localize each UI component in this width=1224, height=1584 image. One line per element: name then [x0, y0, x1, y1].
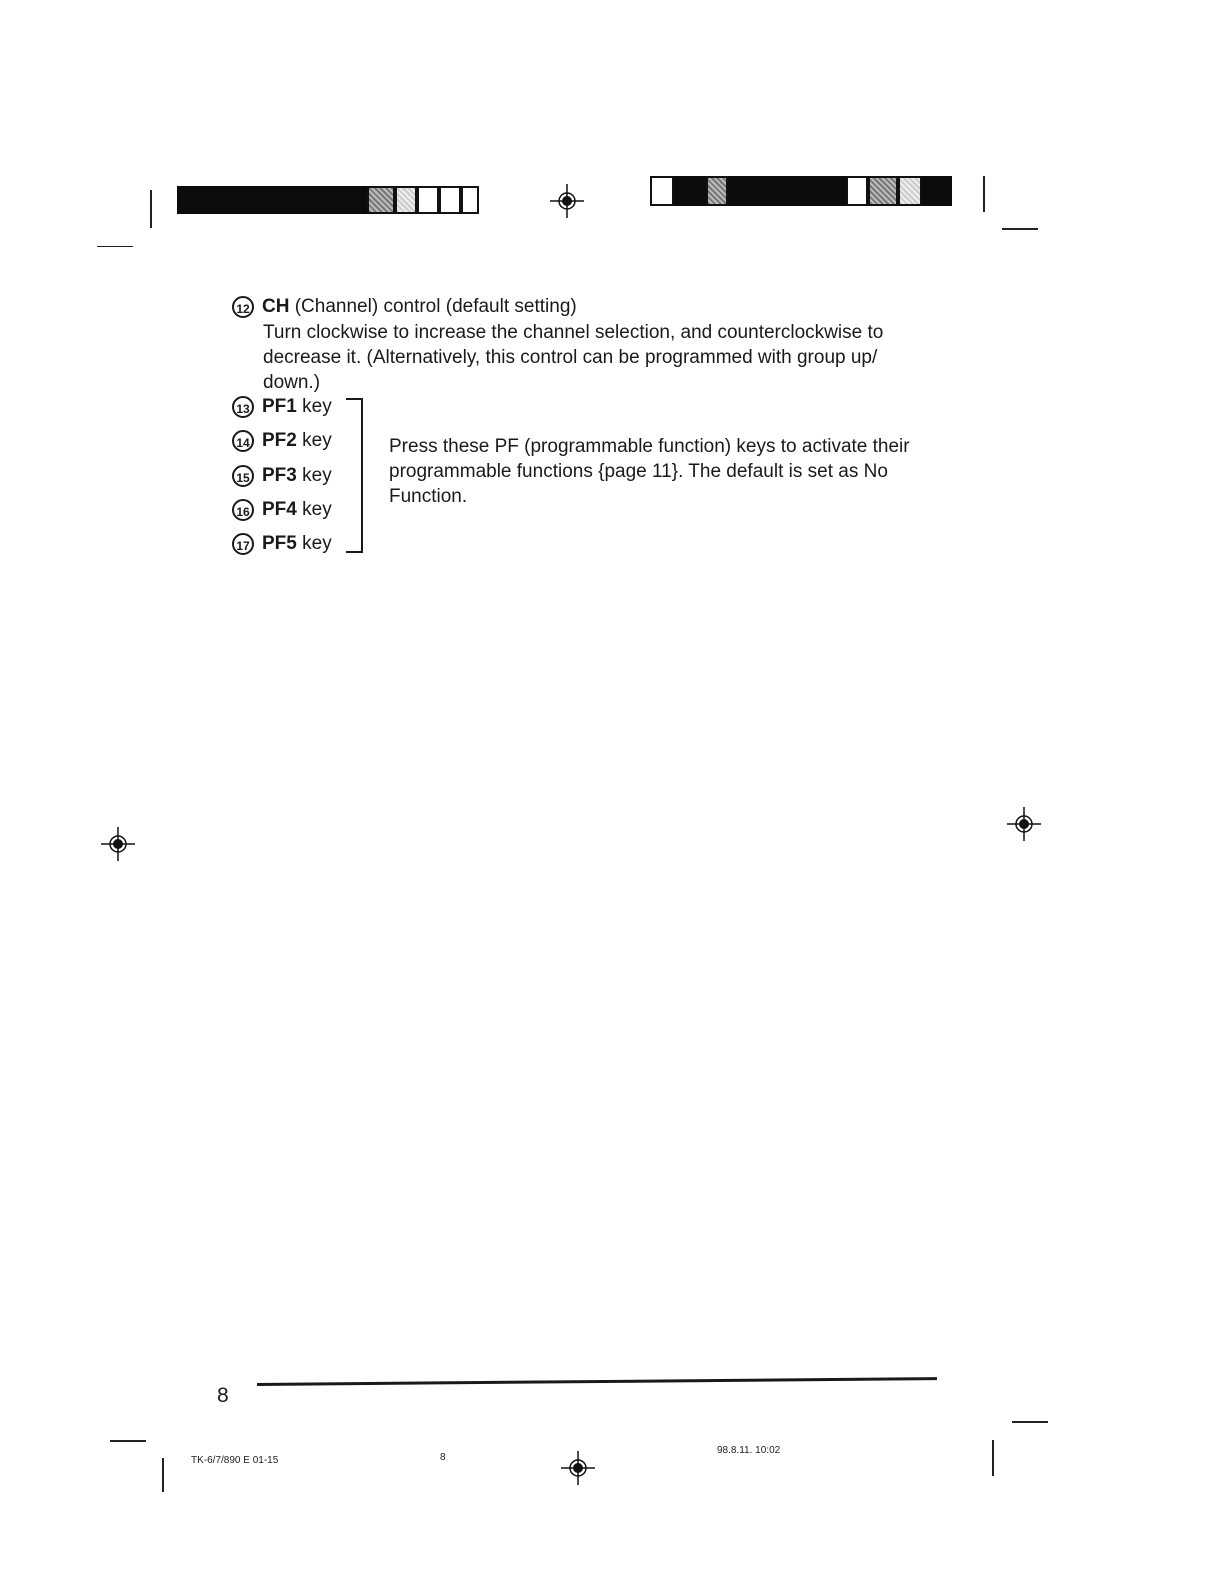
- item-number-badge: 12: [232, 296, 254, 318]
- item-number-badge: 16: [232, 499, 254, 521]
- crop-mark: [992, 1440, 994, 1476]
- ch-label: CH: [262, 296, 290, 318]
- calibration-swatch: [439, 186, 461, 214]
- item-number-badge: 15: [232, 465, 254, 487]
- pf-key-name: PF5: [262, 533, 297, 555]
- registration-mark-icon: [101, 827, 135, 861]
- calibration-swatch: [868, 176, 898, 206]
- calibration-swatch: [395, 186, 417, 214]
- page-rule: [257, 1377, 937, 1386]
- item-number-badge: 13: [232, 396, 254, 418]
- calibration-swatch: [650, 176, 674, 206]
- pf-key-suffix: key: [296, 533, 332, 555]
- crop-mark: [1002, 228, 1038, 230]
- ch-description: Turn clockwise to increase the channel selection, and counterclockwise to decrease it. (Alternatively, this control can be programmed with group up/ down.): [263, 322, 884, 394]
- crop-mark: [110, 1440, 146, 1442]
- pf-key-item: [232, 396, 332, 418]
- pf-key-name: PF3: [262, 465, 297, 487]
- pf-key-name: PF4: [262, 499, 297, 521]
- item-number-badge: 14: [232, 430, 254, 452]
- color-calibration-bar-left: [177, 186, 479, 214]
- ch-title-rest: (Channel) control (default setting): [289, 296, 577, 318]
- pf-key-item: [232, 533, 332, 555]
- page-number: 8: [217, 1384, 229, 1407]
- crop-mark: [162, 1458, 164, 1492]
- pf-key-suffix: key: [296, 396, 332, 418]
- pf-key-item: [232, 465, 332, 487]
- footer-doc-id: TK-6/7/890 E 01-15: [191, 1455, 279, 1466]
- pf-key-item: [232, 499, 332, 521]
- calibration-swatch: [898, 176, 922, 206]
- pf-key-name: PF1: [262, 396, 297, 418]
- crop-mark: [97, 246, 133, 247]
- calibration-swatch: [417, 186, 439, 214]
- registration-mark-icon: [550, 184, 584, 218]
- calibration-swatch: [367, 186, 395, 214]
- pf-key-item: [232, 430, 332, 452]
- pf-key-suffix: key: [296, 499, 332, 521]
- ch-control-heading: [232, 296, 932, 318]
- registration-mark-icon: [1007, 807, 1041, 841]
- crop-mark: [150, 190, 152, 228]
- calibration-swatch: [461, 186, 479, 214]
- ch-control-item: [232, 296, 932, 395]
- footer-page: 8: [440, 1452, 446, 1463]
- crop-mark: [983, 176, 985, 212]
- pf-key-suffix: key: [296, 465, 332, 487]
- item-number-badge: 17: [232, 533, 254, 555]
- crop-mark: [1012, 1421, 1048, 1423]
- pf-key-suffix: key: [296, 430, 332, 452]
- pf-key-name: PF2: [262, 430, 297, 452]
- footer-timestamp: 98.8.11. 10:02: [717, 1445, 781, 1456]
- pf-keys-description: Press these PF (programmable function) keys to activate their programmable functions {page 11}. The default is set as No Function.: [389, 436, 910, 507]
- pf-keys-bracket: [346, 398, 363, 553]
- registration-mark-icon: [561, 1451, 595, 1485]
- calibration-swatch: [846, 176, 868, 206]
- color-calibration-bar-right: [650, 176, 952, 206]
- calibration-swatch: [706, 176, 728, 206]
